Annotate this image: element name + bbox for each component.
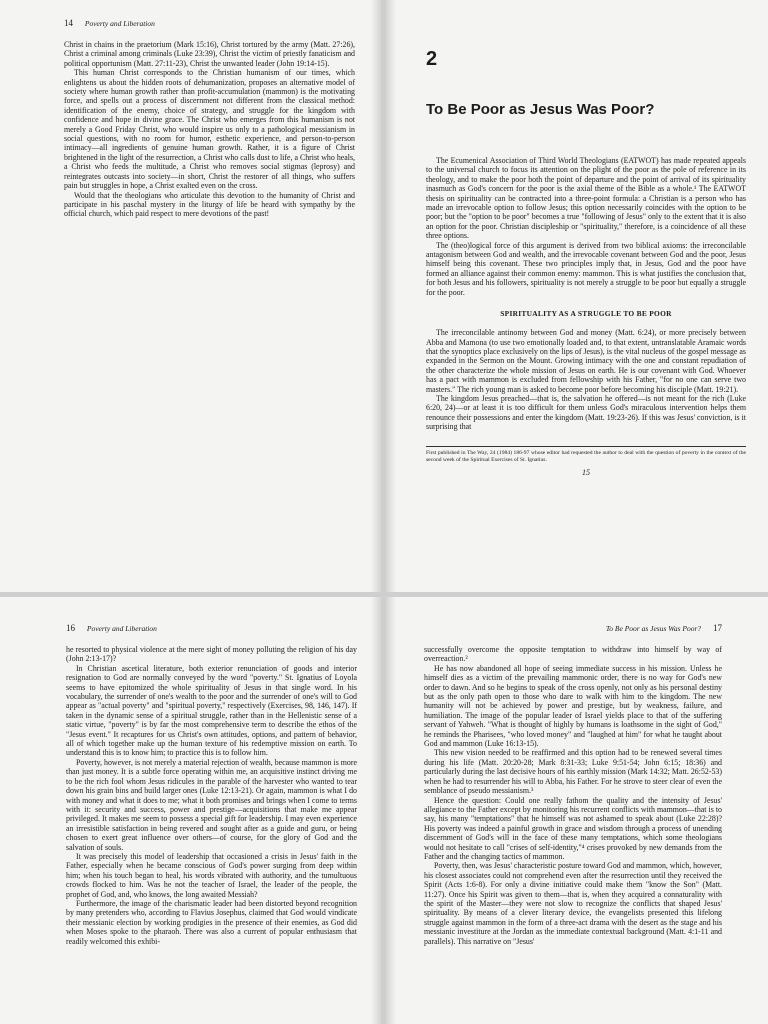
footnote: First published in The Way, 24 (1984) 186-97 whose editor had requested the author to deal with the question of poverty in the context of the second week of the Spiritual Exercises of St. Ignatius. — [426, 449, 746, 463]
chapter-title: To Be Poor as Jesus Was Poor? — [426, 101, 655, 118]
page-17 — [386, 597, 768, 1024]
page-number: 16 — [66, 623, 75, 633]
gutter-shadow — [371, 597, 381, 1024]
paragraph: The (theo)logical force of this argument is derived from two biblical axioms: the irreconcilable antagonism between God and wealth, and the irrevocable covenant between God and the poor, Jesus himself being this covenant. These two principles imply that, in Jesus, God and the poor have formed an alliance against their common enemy: mammon. This is what justifies the conclusion that, for both Jesus and his followers, spirituality is not merely a struggle to be poor but equally a struggle for the poor. — [426, 240, 746, 297]
paragraph: Hence the question: Could one really fathom the quality and the intensity of Jesus' allegiance to the Father except by monitoring his recurrent conflicts with mammon—that is to say, his many "temptations" that he himself was not ashamed to speak about (Luke 22:28)? His poverty was indeed a painful growth in grace and wisdom through a process of unending discernment of God's will in the face of these many temptations, which some theologians would not hesitate to call "crises of self-identity,"⁴ crises provoked by new demands from the Father and the changing tactics of mammon. — [424, 795, 722, 861]
paragraph: Poverty, then, was Jesus' characteristic posture toward God and mammon, which, however, his closest associates could not comprehend even after the resurrection until they received the Spirit (Acts 1:6-8). For only a divine initiative could make them "know the Son" (Matt. 11:27). Once his Spirit was given to them—that is, when they acquired a connaturality with the spirit of the Master—they were not slow to recognize the conflicts that shaped Jesus' spirituality. By means of a clever literary device, the evangelists presented this lifelong struggle against mammon in the form of a three-act drama with the desert as the stage and his messianic investiture at the Jordan as the immediate contextual background (Matt. 4:1-11 and parallels). This narrative on "Jesus' — [424, 861, 722, 946]
paragraph: The kingdom Jesus preached—that is, the salvation he offered—is not meant for the rich (Luke 6:20, 24)—or at least it is too difficult for them unless God's miraculous intervention helps them renounce their possessions and enter the kingdom (Matt. 19:23-26). If this was Jesus' conviction, is it surprising that — [426, 393, 746, 432]
body-text — [64, 40, 355, 219]
page-number: 15 — [582, 467, 590, 477]
footnote-rule — [426, 446, 746, 447]
body-text — [66, 645, 357, 946]
paragraph: This new vision needed to be reaffirmed and this option had to be renewed several times during his life (Matt. 20:20-28; Mark 8:31-33; Luke 9:51-54; John 6:15; 18:36) and particularly during the last decisive hours of his earthly mission (Mark 14:32; Matt. 26:52-53) when he had to resurrender his will to Abba, his Father. For he strove to steer clear of even the semblance of pseudo messianism.³ — [424, 748, 722, 796]
running-head-title: Poverty and Liberation — [84, 19, 155, 28]
paragraph: Poverty, however, is not merely a material rejection of wealth, because mammon is more than just money. It is a subtle force operating within me, an acquisitive instinct driving me to be the rich fool whom Jesus ridicules in the parable of the harvester who wanted to tear down his grain bins and build larger ones (Luke 12:13-21). Or again, mammon is what I do with money and what it does to me; what it both promises and brings when I come to terms with it: security and success, power and prestige—acquisitions that make me appear privileged. It makes me seem to possess a special gift for leadership. I may even experience an irresistible satisfaction in being revered and sought after as a guide and guru, or being chosen to exert great influence over others—of course, for the glory of God and the salvation of souls. — [66, 757, 357, 852]
paragraph: It was precisely this model of leadership that occasioned a crisis in Jesus' faith in the Father, especially when he became conscious of God's power surging from deep within him; when his touch began to heal, his words vibrated with authority, and the tumultuous crowds flocked to him. Was he not the teacher of Israel, the leader of the people, the prophet of God, and, who knows, the long awaited Messiah? — [66, 851, 357, 899]
paragraph: he resorted to physical violence at the mere sight of money polluting the religion of his day (John 2:13-17)? — [66, 645, 357, 664]
running-head-title: To Be Poor as Jesus Was Poor? — [605, 624, 702, 633]
body-text — [424, 645, 722, 946]
page-14 — [0, 0, 381, 592]
paragraph: Would that the theologians who articulate this devotion to the humanity of Christ and participate in his paschal mystery in the liturgy of life be heard with sympathy by the official church, which paid respect to mere devotions of the past! — [64, 190, 355, 219]
paragraph: Furthermore, the image of the charismatic leader had been distorted beyond recognition by many pretenders who, according to Flavius Josephus, claimed that God would vindicate their messianic election by working prodigies in the presence of their enemies, as God did when Moses spoke to the pharaoh. There was also a current of popular enthusiasm that readily welcomed this exhibi- — [66, 898, 357, 946]
paragraph: successfully overcome the opposite temptation to withdraw into himself by way of overreaction.² — [424, 645, 722, 664]
paragraph: Christ in chains in the praetorium (Mark 15:16), Christ tortured by the army (Matt. 27:26), Christ a criminal among criminals (Luke 23:39), Christ the victim of priestly fanaticism and political opportunism (Matt. 27:11-23), Christ the unwanted leader (John 19:14-15). — [64, 40, 355, 68]
paragraph: He has now abandoned all hope of seeing immediate success in his mission. Unless he himself dies as a victim of the prevailing mammonic order, there is no way for God's new order to dawn. And so he begins to speak of the cross openly, not only as his personal destiny but as the only path open to those who dare to walk with him to the kingdom. The new humanity will not be achieved by power and prestige, but by weakness, failure, and humiliation. The image of the popular leader of Israel yields place to that of the suffering servant of Yahweh. "What is thought of highly by humans is loathsome in the sight of God," he reminds the Pharisees, "who loved money" and "laughed at him" for what he taught about God and mammon (Luke 16:13-15). — [424, 663, 722, 749]
gutter-shadow — [371, 0, 381, 592]
running-head-right — [424, 623, 722, 633]
paragraph: In Christian ascetical literature, both exterior renunciation of goods and interior resignation to God are normally conveyed by the word "poverty." St. Ignatius of Loyola seems to have epitomized the whole spirituality of Jesus in that single word. In his vocabulary, the surrender of one's wealth to the poor and the surrender of one's will to God appear as "actual poverty" and "spiritual poverty," respectively (Exercises, 98, 146, 147). If taken in the dynamic sense of a spiritual struggle, rather than in the Hellenistic sense of a static virtue, "poverty" is by far the most comprehensive term to describe the ethos of the "Jesus event." It recaptures for us Christ's own attitudes, options, and pattern of behavior, all of which together make up the human texture of his redemptive mission on earth. To understand this is to know him; to practice this is to follow him. — [66, 663, 357, 758]
paragraph: The Ecumenical Association of Third World Theologians (EATWOT) has made repeated appeals to the universal church to focus its attention on the plight of the poor as the pole of reference in its theology, and to make the poor both the point of departure and the point of arrival of its spirituality inasmuch as God's concern for the poor is the axial theme of the Bible as a whole.¹ The EATWOT thesis on spirituality can be contracted into a three-point formula: a Christian is a person who has made an irrevocable option to follow Jesus; this option necessarily coincides with the option to be poor; but the "option to be poor" becomes a true "following of Jesus" only to the extent that it is also an option for the poor. Christian discipleship or "spirituality," therefore, is a coincidence of all these three options. — [426, 156, 746, 241]
chapter-number: 2 — [426, 48, 438, 70]
body-text — [426, 156, 746, 432]
paragraph: This human Christ corresponds to the Christian humanism of our times, which enlightens us about the hidden roots of dehumanization, proposes an alternative model of society where human growth rather than profit-accumulation (mammon) is the motivating force, and spells out a process of discernment not different from the classical method: identification of the enemy, choice of strategy, and struggle for the kingdom with confidence and hope in divine grace. The Christ who emerges from this humanism is not merely a Good Friday Christ, who would inspire us only to a pathological messianism in social questions, with no room for humor, esthetic experience, and person-to-person intimacy—all ingredients of genuine human growth. Rather, it is a figure of Christ brightened in the light of the resurrection, a Christ who calls dust to life, a Christ who heals, a Christ who feeds the multitude, a Christ who removes social stigmas (leprosy) and reintegrates outcasts into society—in short, Christ the restorer of all things, who suffers pain but struggles in hope, a Christ exalted even on the cross. — [64, 68, 355, 191]
running-head-left — [66, 623, 357, 633]
gutter-shadow — [386, 597, 396, 1024]
paragraph: The irreconcilable antinomy between God and money (Matt. 6:24), or more precisely between Abba and Mamona (to use two emotionally loaded and, to that extent, untranslatable Aramaic words that the synoptics place exclusively on the lips of Jesus), is the vital nucleus of the gospel message as expanded in the Sermon on the Mount. Growing intimacy with the one and constant repudiation of the other characterize the whole mission of Jesus on earth. He is our covenant with God. Whoever has a pact with mammon is excluded from fellowship with his Father, "for no one can serve two masters." The rich young man is asked to become poor before becoming his disciple (Matt. 19:21). — [426, 328, 746, 394]
page-15 — [386, 0, 768, 592]
gutter-shadow — [386, 0, 396, 592]
running-head-title: Poverty and Liberation — [86, 624, 157, 633]
running-head-left — [64, 18, 355, 28]
page-16 — [0, 597, 381, 1024]
section-heading: SPIRITUALITY AS A STRUGGLE TO BE POOR — [500, 309, 672, 319]
page-number: 14 — [64, 18, 73, 28]
page-number: 17 — [713, 623, 722, 633]
